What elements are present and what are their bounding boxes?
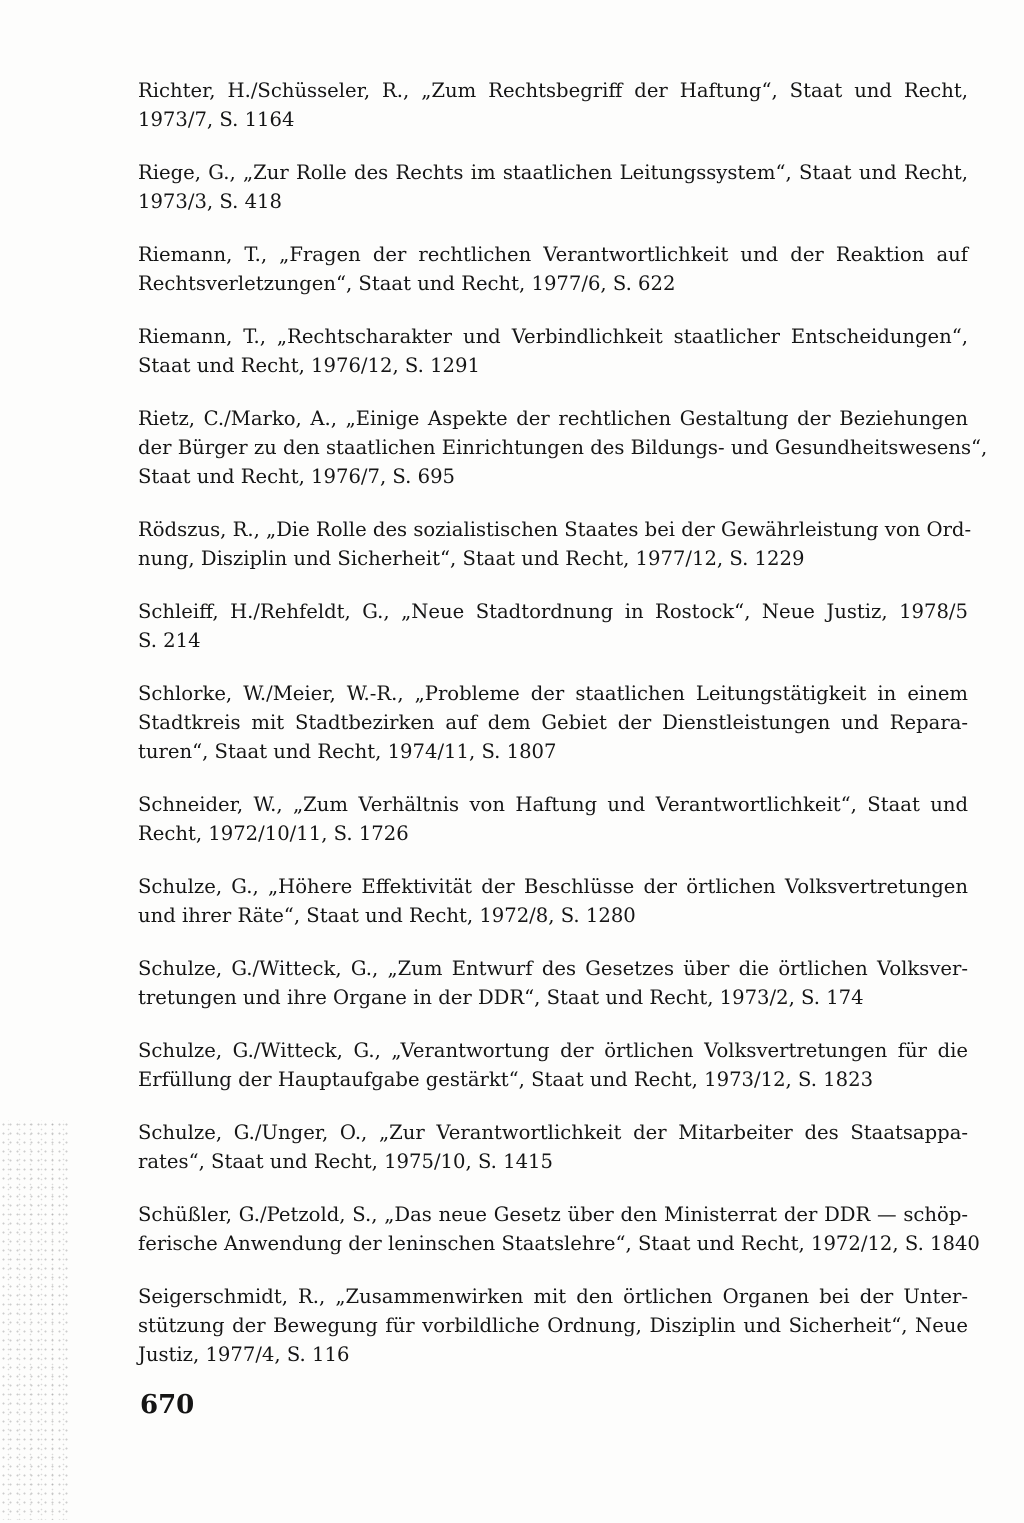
entry-line: S. 214 [138,629,201,652]
bibliography-entry [138,1200,980,1258]
bibliography-entry [138,679,968,766]
entry-line: rates“, Staat und Recht, 1975/10, S. 1415 [138,1150,553,1173]
entry-line: Stadtkreis mit Stadtbezirken auf dem Gebiet der Dienstleistungen und Repara- [138,711,968,734]
bibliography-entry [138,1282,968,1369]
entry-line: Schneider, W., „Zum Verhältnis von Haftung und Verantwortlichkeit“, Staat und [138,793,968,816]
entry-line: Richter, H./Schüsseler, R., „Zum Rechtsbegriff der Haftung“, Staat und Recht, [138,79,968,102]
entry-line: Schulze, G./Witteck, G., „Verantwortung der örtlichen Volksvertretungen für die [138,1039,968,1062]
entry-line: Schulze, G., „Höhere Effektivität der Beschlüsse der örtlichen Volksvertretungen [138,875,968,898]
entry-line: Rietz, C./Marko, A., „Einige Aspekte der rechtlichen Gestaltung der Beziehungen [138,407,968,430]
entry-line: turen“, Staat und Recht, 1974/11, S. 1807 [138,740,557,763]
bibliography-entry [138,597,968,655]
entry-line: Justiz, 1977/4, S. 116 [138,1343,350,1366]
bibliography-entry [138,322,968,380]
scan-speckle-margin [0,1120,72,1520]
entry-line: ferische Anwendung der leninschen Staatslehre“, Staat und Recht, 1972/12, S. 1840 [138,1232,980,1255]
entry-line: Schleiff, H./Rehfeldt, G., „Neue Stadtordnung in Rostock“, Neue Justiz, 1978/5 [138,600,968,623]
entry-line: 1973/3, S. 418 [138,190,282,213]
bibliography-entry [138,1036,968,1094]
entry-line: Schulze, G./Witteck, G., „Zum Entwurf des Gesetzes über die örtlichen Volksver- [138,957,968,980]
entry-line: 1973/7, S. 1164 [138,108,295,131]
bibliography-entry [138,76,968,134]
entry-line: stützung der Bewegung für vorbildliche Ordnung, Disziplin und Sicherheit“, Neue [138,1314,968,1337]
entry-line: nung, Disziplin und Sicherheit“, Staat und Recht, 1977/12, S. 1229 [138,547,805,570]
entry-line: Erfüllung der Hauptaufgabe gestärkt“, Staat und Recht, 1973/12, S. 1823 [138,1068,874,1091]
entry-line: Recht, 1972/10/11, S. 1726 [138,822,409,845]
bibliography-entry [138,872,968,930]
entry-line: Riemann, T., „Rechtscharakter und Verbindlichkeit staatlicher Entscheidungen“, [138,325,968,348]
entry-line: Schüßler, G./Petzold, S., „Das neue Gesetz über den Ministerrat der DDR — schöp- [138,1203,968,1226]
entry-line: Rödszus, R., „Die Rolle des sozialistischen Staates bei der Gewährleistung von Ord- [138,518,972,541]
entry-line: tretungen und ihre Organe in der DDR“, Staat und Recht, 1973/2, S. 174 [138,986,864,1009]
entry-line: Riemann, T., „Fragen der rechtlichen Verantwortlichkeit und der Reaktion auf [138,243,968,266]
bibliography-entry [138,954,968,1012]
bibliography-entry [138,158,968,216]
entry-line: der Bürger zu den staatlichen Einrichtungen des Bildungs- und Gesundheitswesens“, [138,436,988,459]
entry-line: Schlorke, W./Meier, W.-R., „Probleme der staatlichen Leitungstätigkeit in einem [138,682,968,705]
entry-line: Staat und Recht, 1976/7, S. 695 [138,465,456,488]
bibliography-entry [138,515,972,573]
bibliography-entry [138,404,988,491]
entry-line: Seigerschmidt, R., „Zusammenwirken mit den örtlichen Organen bei der Unter- [138,1285,968,1308]
entry-line: Riege, G., „Zur Rolle des Rechts im staatlichen Leitungssystem“, Staat und Recht, [138,161,968,184]
entry-line: Staat und Recht, 1976/12, S. 1291 [138,354,480,377]
entry-line: und ihrer Räte“, Staat und Recht, 1972/8, S. 1280 [138,904,636,927]
bibliography-list [138,76,988,1393]
bibliography-entry [138,1118,968,1176]
entry-line: Schulze, G./Unger, O., „Zur Verantwortlichkeit der Mitarbeiter des Staatsappa- [138,1121,968,1144]
bibliography-entry [138,240,968,298]
page-number: 670 [140,1390,195,1420]
bibliography-entry [138,790,968,848]
entry-line: Rechtsverletzungen“, Staat und Recht, 1977/6, S. 622 [138,272,676,295]
